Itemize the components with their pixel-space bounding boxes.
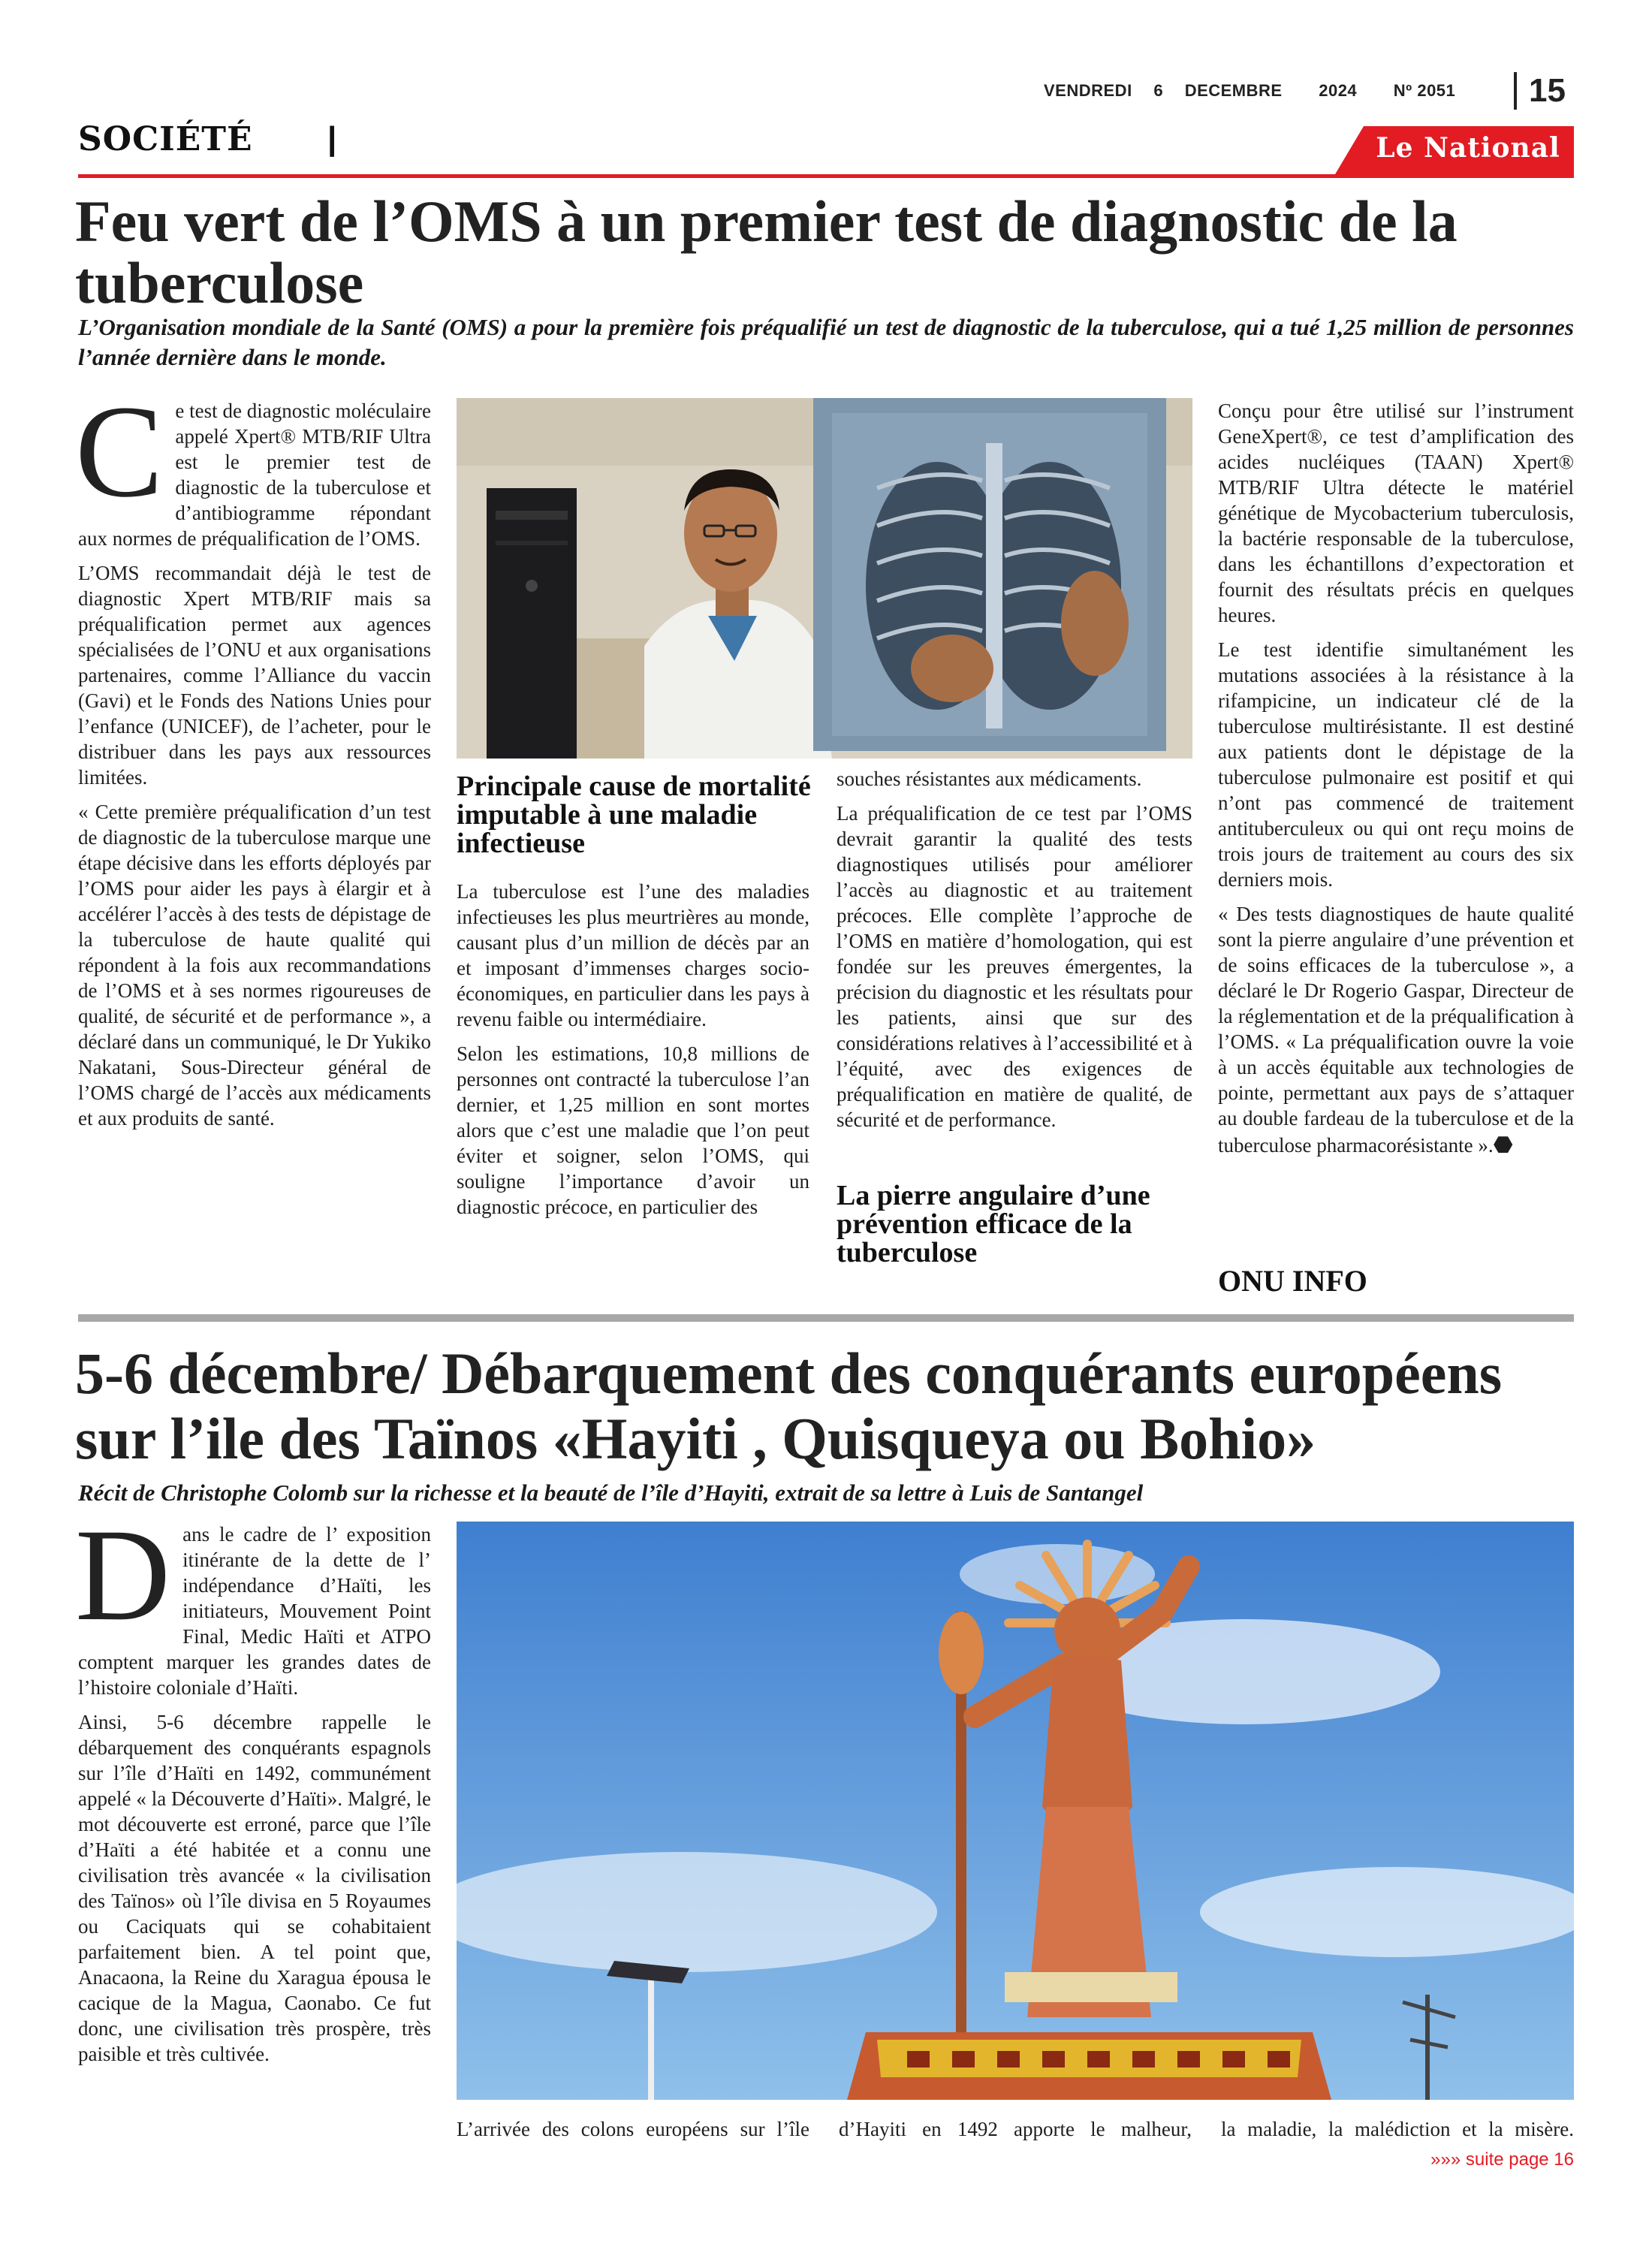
caption-part: d’Hayiti en 1492 apporte le malheur, bbox=[839, 2118, 1192, 2140]
article1-column-1 bbox=[75, 379, 431, 1140]
article1-paragraph: La préqualification de ce test par l’OMS devrait garantir la qualité des tests diagnostiques utilisés pour améliorer l’accès au diagnostic et au traitement précoces. Elle complète l’approche de l’OMS en matière d’homologation, qui est fondée sur les preuves émergentes, la précision du diagnostic et les résultats pour les patients, ainsi que sur des considérations relatives à l’accessibilité et à l’équité, avec des exigences de préqualification en matière de qualité, de sécurité et de performance. bbox=[837, 802, 1192, 1132]
brand-name: Le National bbox=[1376, 132, 1560, 164]
section-label: SOCIÉTÉ bbox=[78, 120, 253, 158]
page-number: 15 bbox=[1529, 72, 1566, 109]
article2-photo-caption bbox=[457, 2118, 1574, 2141]
article1-byline: ONU INFO bbox=[1218, 1264, 1367, 1298]
article2-paragraph: Dans le cadre de l’ exposition itinérante de la dette de l’ indépendance d’Haïti, les initiateurs, Mouvement Point Final, Medic Haïti et ATPO comptent marquer les grandes dates de l’histoire coloniale d’Haïti. bbox=[75, 1502, 431, 1700]
date-year: 2024 bbox=[1319, 81, 1358, 100]
date-number: 6 bbox=[1153, 81, 1164, 100]
article1-photo-doctor-xray bbox=[457, 398, 1192, 759]
article2-photo-statue bbox=[457, 1522, 1574, 2100]
article1-subheading-2: La pierre angulaire d’une prévention efficace de la tuberculose bbox=[837, 1180, 1150, 1268]
date-month: DECEMBRE bbox=[1184, 81, 1283, 100]
issue-number: Nº 2051 bbox=[1393, 81, 1456, 100]
section-divider: | bbox=[327, 120, 337, 157]
article1-paragraph: Le test identifie simultanément les mutations associées à la résistance à la rifampicine, un indicateur clé de la tuberculose multirésistante. Il est destiné aux patients dont le dépistage de la tuberculose pulmonaire est positif et qui n’ont pas commencé de traitement antituberculeux ou qui ont reçu moins de trois jours de traitement au cours des six derniers mois. bbox=[1218, 638, 1574, 891]
article1-paragraph: Selon les estimations, 10,8 millions de personnes ont contracté la tuberculose l’an dernier, et 1,25 million en sont mortes alors que c’est une maladie que l’on peut éviter et soigner, selon l’OMS, qui souligne l’importance d’avoir un diagnostic précoce, en particulier des bbox=[457, 1042, 809, 1219]
article1-paragraph: La tuberculose est l’une des maladies infectieuses les plus meurtrières au monde, causant plus d’un million de décès par an et imposant d’immenses charges socio-économiques, en particulier dans les pays à revenu faible ou intermédiaire. bbox=[457, 880, 809, 1031]
article1-dropcap: C bbox=[75, 379, 164, 525]
article2-deck: Récit de Christophe Colomb sur la richesse et la beauté de l’île d’Hayiti, extrait de sa lettre à Luis de Santangel bbox=[78, 1479, 1144, 1506]
article1-column-4 bbox=[1218, 398, 1574, 1169]
caption-part: la maladie, la malédiction et la misère. bbox=[1221, 2118, 1574, 2140]
article-divider bbox=[78, 1314, 1574, 1322]
article1-subheading-1: Principale cause de mortalité imputable à une maladie infectieuse bbox=[457, 771, 811, 859]
page-number-divider bbox=[1514, 72, 1517, 110]
article1-paragraph: « Des tests diagnostiques de haute qualité sont la pierre angulaire d’une prévention et de soins efficaces de la tuberculose », a déclaré le Dr Rogerio Gaspar, Directeur de la réglementation et de la préqualification à l’OMS. « La préqualification ouvre la voie à un accès équitable aux technologies de pointe, permettant aux pays de s’attaquer au double fardeau de la tuberculose et de la tuberculose pharmacorésistante ».⬣ bbox=[1218, 903, 1574, 1158]
article1-paragraph: L’OMS recommandait déjà le test de diagnostic Xpert MTB/RIF mais sa préqualification permet aux agences spécialisées de l’ONU et aux organisations partenaires, comme l’Alliance du vaccin (Gavi) et le Fonds des Nations Unies pour l’enfance (UNICEF), de l’acheter, pour le distribuer dans les pays aux ressources limitées. bbox=[78, 562, 431, 789]
end-mark-icon: ⬣ bbox=[1493, 1133, 1513, 1158]
article1-paragraph: Conçu pour être utilisé sur l’instrument GeneXpert®, ce test d’amplification des acides nucléiques (TAAN) Xpert® MTB/RIF Ultra détecte le matériel génétique de Mycobacterium tuberculosis, la bactérie responsable de la tuberculose, dans les échantillons d’expectoration et fournit des résultats précis en quelques heures. bbox=[1218, 400, 1574, 627]
date-day: VENDREDI bbox=[1044, 81, 1132, 100]
article1-column-3 bbox=[837, 766, 1192, 1142]
article1-paragraph: « Cette première préqualification d’un test de diagnostic de la tuberculose marque une étape décisive dans les efforts déployés par l’OMS pour aider les pays à élargir et à accélérer l’accès à des tests de dépistage de la tuberculose de haute qualité qui répondent à la fois aux recommandations de l’OMS et à ses normes rigoureuses de qualité, de sécurité et de performance », a déclaré dans un communiqué, le Dr Yukiko Nakatani, Sous-Directeur général de l’OMS chargé de l’accès aux médicaments et aux produits de santé. bbox=[78, 801, 431, 1130]
header-rule bbox=[78, 174, 1574, 178]
caption-part: L’arrivée des colons européens sur l’île bbox=[457, 2118, 809, 2140]
article1-deck: L’Organisation mondiale de la Santé (OMS) a pour la première fois préqualifié un test de diagnostic de la tuberculose, qui a tué 1,25 million de personnes l’année dernière dans le monde. bbox=[78, 314, 1574, 371]
article1-headline: Feu vert de l’OMS à un premier test de diagnostic de la tuberculose bbox=[75, 189, 1458, 315]
article1-paragraph: Ce test de diagnostic moléculaire appelé Xpert® MTB/RIF Ultra est le premier test de diagnostic de la tuberculose et d’antibiogramme répondant aux normes de préqualification de l’OMS. bbox=[75, 379, 431, 550]
article2-column-1 bbox=[75, 1502, 431, 2076]
dateline bbox=[1044, 81, 1472, 101]
article2-headline: 5-6 décembre/ Débarquement des conquérants européens sur l’ile des Taïnos «Hayiti , Quisqueya ou Bohio» bbox=[75, 1341, 1503, 1472]
continued-on-page-link[interactable]: »»» suite page 16 bbox=[1430, 2149, 1574, 2170]
article1-column-2 bbox=[457, 879, 809, 1229]
article1-paragraph: souches résistantes aux médicaments. bbox=[837, 768, 1142, 790]
article2-dropcap: D bbox=[75, 1502, 171, 1648]
article2-paragraph: Ainsi, 5-6 décembre rappelle le débarquement des conquérants espagnols sur l’île d’Haïti en 1492, communément appelé « la Découverte d’Haïti». Malgré, le mot découverte est erroné, parce que l’île d’Haïti a été habitée et a connu une civilisation très avancée « la civilisation des Taïnos» où l’île divisa en 5 Royaumes ou Caciquats qui se cohabitaient parfaitement bien. A tel point que, Anacaona, la Reine du Xaragua épousa le cacique de la Magua, Caonabo. Ce fut donc, une civilisation très prospère, très paisible et très cultivée. bbox=[78, 1711, 431, 2066]
